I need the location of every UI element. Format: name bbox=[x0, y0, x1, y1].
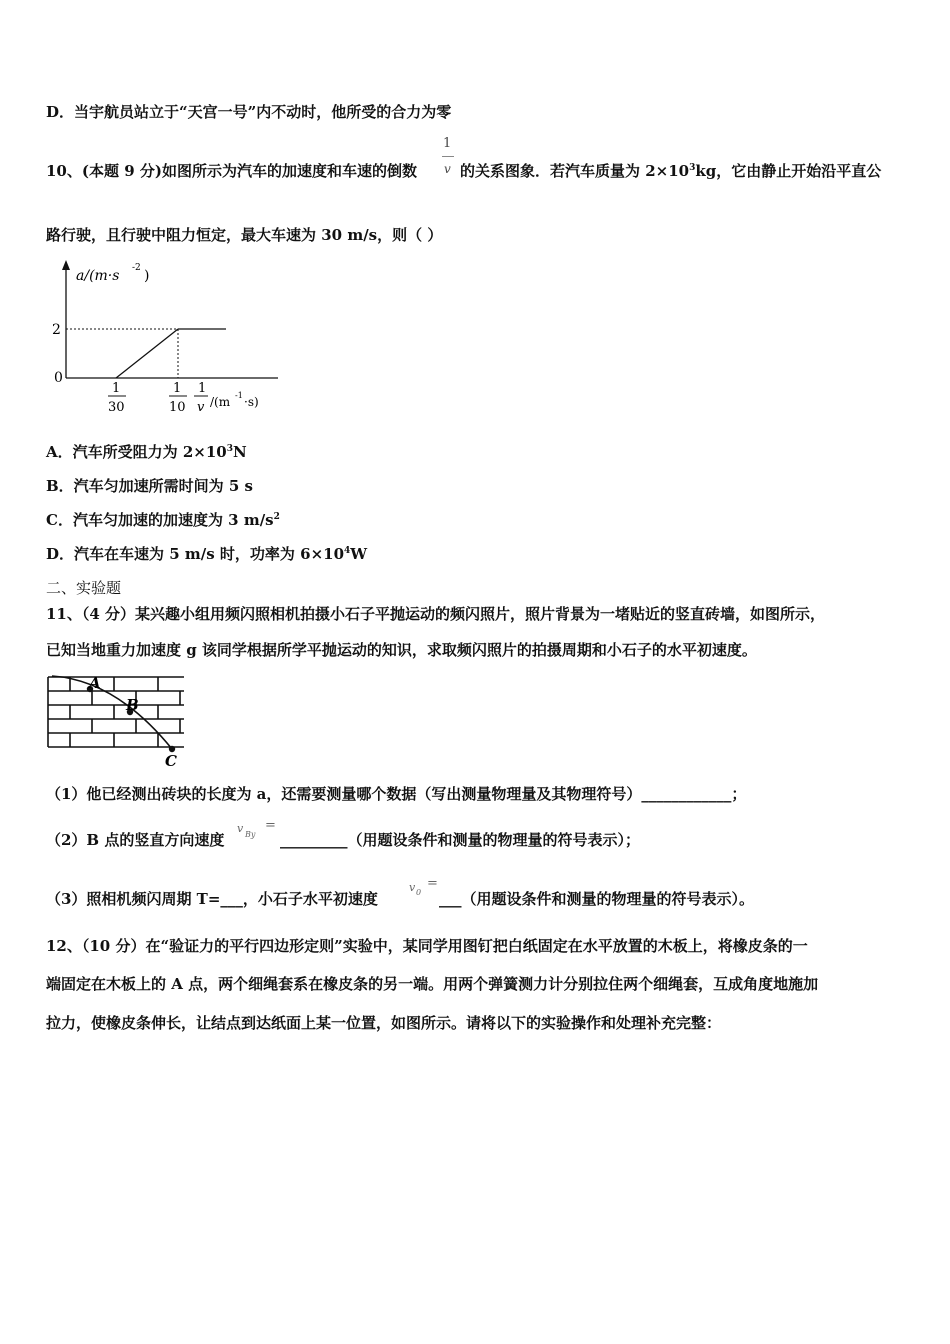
q10-inline-frac-den: v bbox=[444, 162, 451, 176]
label-c: C bbox=[165, 752, 177, 770]
q10-graph bbox=[48, 258, 288, 420]
q12-line2: 端固定在木板上的 A 点，两个细绳套系在橡皮条的另一端。用两个弹簧测力计分别拉住两个细绳套，互成角度地施加 bbox=[46, 975, 819, 993]
q10-stem-b-post: kg，它由静止开始沿平直公 bbox=[695, 162, 882, 180]
q10-option-d: D．汽车在车速为 5 m/s 时，功率为 $6\times 10^4W$ bbox=[46, 545, 368, 563]
q10-option-c: C．汽车匀加速的加速度为 3 $m/s^2$ bbox=[46, 511, 280, 529]
q11-brick-wall-figure bbox=[46, 672, 188, 770]
x-tick2-num: 1 bbox=[173, 381, 182, 396]
q10-inline-frac-num: 1 bbox=[443, 136, 452, 151]
q10-option-b: B．汽车匀加速所需时间为 5 s bbox=[46, 477, 254, 495]
section-title: 二、实验题 bbox=[46, 579, 122, 597]
q11-part2-sub: By bbox=[245, 830, 256, 839]
x-tick1-den: 30 bbox=[108, 400, 125, 415]
label-a: A bbox=[89, 674, 101, 692]
y-tick-2: 2 bbox=[52, 322, 61, 338]
q10-stem-line2: 路行驶，且行驶中阻力恒定，最大车速为 30 m/s，则（ ） bbox=[46, 226, 443, 244]
origin-label: 0 bbox=[54, 370, 63, 386]
y-axis-label-close: ) bbox=[144, 268, 150, 284]
y-axis-arrow bbox=[62, 260, 70, 270]
q12-line1: 12、（10 分）在“验证力的平行四边形定则”实验中，某同学用图钉把白纸固定在水平放置的木板上，将橡皮条的一 bbox=[46, 937, 808, 955]
ramp-line bbox=[116, 329, 178, 378]
q11-stem-line1: 11、（4 分）某兴趣小组用频闪照相机拍摄小石子平抛运动的频闪照片，照片背景为一堵贴近的竖直砖墙，如图所示， bbox=[46, 605, 826, 623]
q11-part2-pre: （2）B 点的竖直方向速度 bbox=[46, 831, 225, 849]
brick-wall bbox=[48, 677, 184, 747]
q10-stem-b-sup: 3 bbox=[689, 163, 696, 173]
x-tick1-num: 1 bbox=[112, 381, 121, 396]
q10-option-a: A．汽车所受阻力为 $2\times 10^3N$ bbox=[46, 443, 247, 461]
x-label-den: v bbox=[197, 400, 205, 415]
x-label-sup: -1 bbox=[235, 391, 243, 400]
q11-part2-sym: v bbox=[237, 822, 244, 835]
q11-part3-eq: = bbox=[427, 876, 438, 891]
x-label-unit: /(m bbox=[210, 395, 231, 409]
q11-part2-eq: = bbox=[265, 818, 276, 833]
y-axis-label: a/(m·s bbox=[76, 268, 120, 284]
x-label-tail: ·s) bbox=[244, 395, 259, 409]
q11-stem-line2: 已知当地重力加速度 g 该同学根据所学平抛运动的知识，求取频闪照片的拍摄周期和小石子的水平初速度。 bbox=[46, 641, 757, 659]
q10-stem-line1-tail bbox=[460, 161, 881, 181]
q10-stem-line1 bbox=[46, 161, 417, 181]
q11-part1: （1）他已经测出砖块的长度为 a，还需要测量哪个数据（写出测量物理量及其物理符号）____________； bbox=[46, 785, 747, 803]
q10-inline-frac-bar bbox=[442, 156, 454, 157]
q12-line3: 拉力，使橡皮条伸长，让结点到达纸面上某一位置，如图所示。请将以下的实验操作和处理补充完整： bbox=[46, 1014, 722, 1032]
q11-part2-post: _________（用题设条件和测量的物理量的符号表示）； bbox=[280, 831, 641, 849]
q11-part3-pre: （3）照相机频闪周期 T=___，小石子水平初速度 bbox=[46, 890, 378, 908]
label-b: B bbox=[126, 696, 139, 714]
q11-part3-sub: 0 bbox=[416, 888, 422, 897]
x-label-num: 1 bbox=[198, 381, 207, 396]
q10-stem-b-pre: 的关系图象．若汽车质量为 2×10 bbox=[460, 162, 690, 180]
q11-part3-post: ___（用题设条件和测量的物理量的符号表示）。 bbox=[439, 890, 755, 908]
x-tick2-den: 10 bbox=[169, 400, 186, 415]
q11-part3-sym: v bbox=[409, 881, 416, 894]
q10-stem-a: 10、(本题 9 分)如图所示为汽车的加速度和车速的倒数 bbox=[46, 162, 417, 180]
q9-option-d: D．当宇航员站立于“天宫一号”内不动时，他所受的合力为零 bbox=[46, 103, 452, 121]
y-axis-label-sup: -2 bbox=[132, 263, 141, 273]
